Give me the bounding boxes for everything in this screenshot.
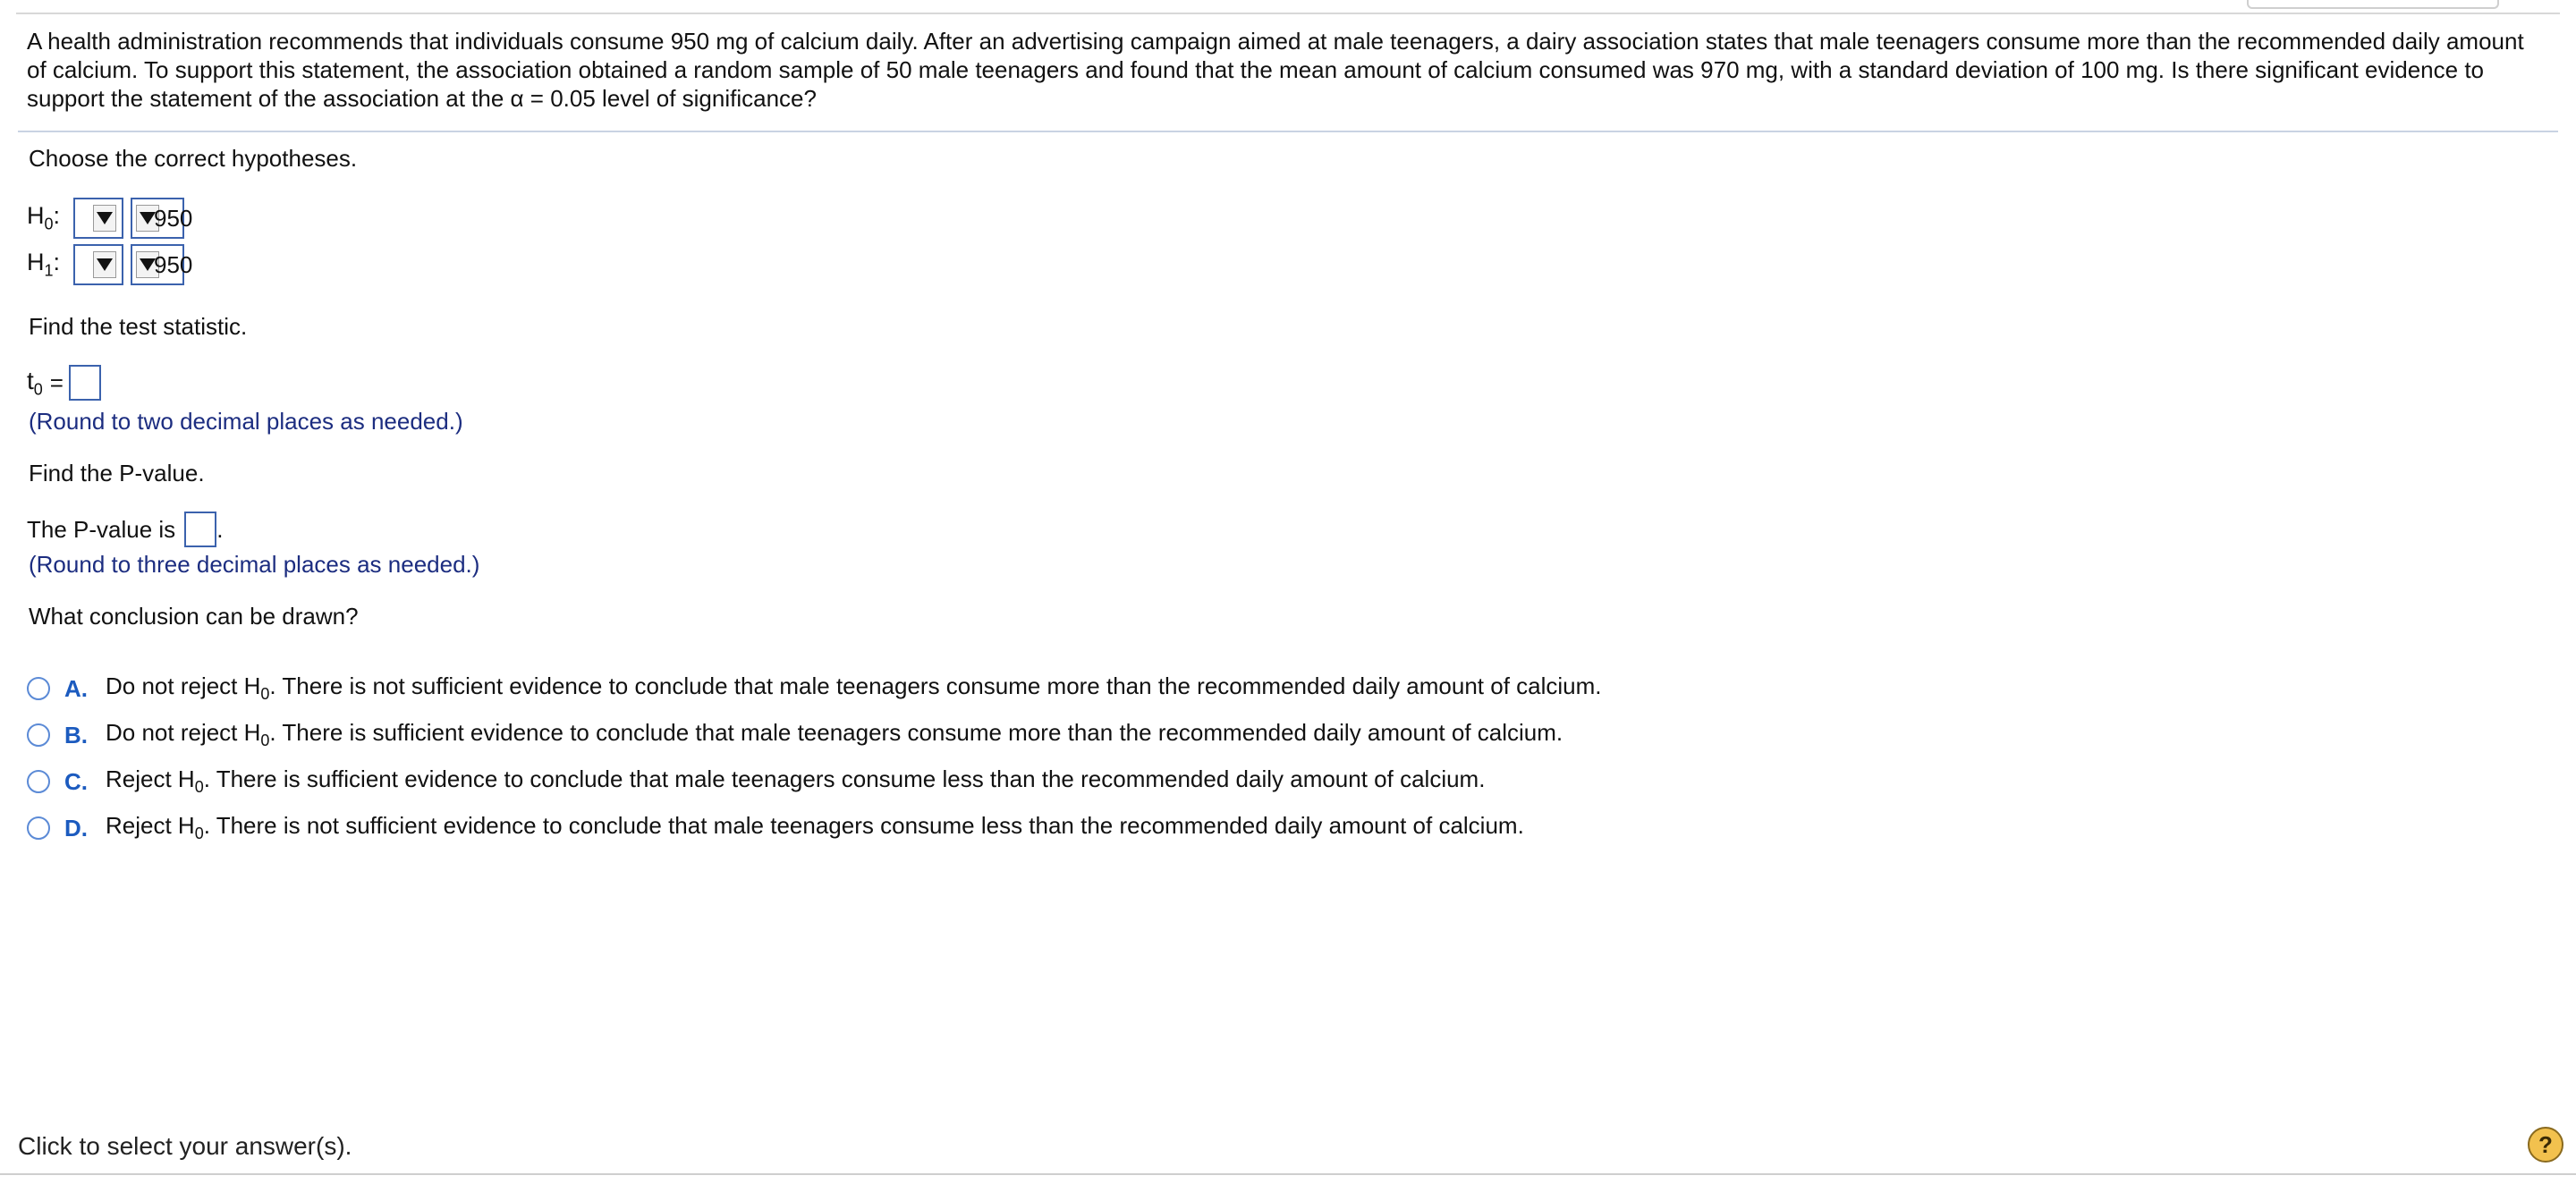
h1-row bbox=[27, 243, 192, 286]
conclusion-choices bbox=[27, 665, 1602, 851]
equals-sign: = bbox=[49, 368, 64, 396]
radio-b[interactable] bbox=[27, 723, 50, 747]
hypotheses-prompt: Choose the correct hypotheses. bbox=[29, 145, 358, 172]
choice-text: Reject $H_0$. There is sufficient evidence to conclude that male teenagers consume less than the recommended daily amount of calcium. bbox=[106, 765, 1486, 797]
footer-instruction: Click to select your answer(s). bbox=[18, 1132, 352, 1160]
question-divider bbox=[18, 131, 2558, 132]
test-statistic-hint: (Round to two decimal places as needed.) bbox=[29, 408, 463, 435]
t0-symbol: $t_0$ bbox=[27, 366, 43, 399]
test-statistic-prompt: Find the test statistic. bbox=[29, 313, 248, 340]
choice-letter: A. bbox=[64, 674, 88, 702]
p-value-row bbox=[27, 512, 223, 547]
conclusion-prompt: What conclusion can be drawn? bbox=[29, 603, 359, 630]
choice-a[interactable] bbox=[27, 665, 1602, 712]
p-value-period: . bbox=[216, 515, 224, 543]
h0-value: 950 bbox=[154, 204, 193, 232]
choice-text: Do not reject $H_0$. There is not sufficient evidence to conclude that male teenagers consume more than the recommended daily amount of calcium. bbox=[106, 672, 1602, 704]
h0-row bbox=[27, 197, 192, 240]
test-statistic-input[interactable] bbox=[69, 365, 101, 401]
radio-d[interactable] bbox=[27, 816, 50, 840]
h0-label: $H_0$: bbox=[27, 202, 61, 233]
choice-letter: C. bbox=[64, 767, 88, 795]
top-tab bbox=[2247, 0, 2499, 9]
choice-letter: B. bbox=[64, 721, 88, 748]
choice-letter: D. bbox=[64, 814, 88, 841]
p-value-hint: (Round to three decimal places as needed.) bbox=[29, 551, 480, 578]
h1-label: $H_1$: bbox=[27, 249, 61, 280]
radio-c[interactable] bbox=[27, 770, 50, 793]
p-value-text: The P-value is bbox=[27, 515, 176, 543]
p-value-prompt: Find the P-value. bbox=[29, 460, 205, 486]
chevron-down-icon bbox=[93, 205, 116, 232]
choice-c[interactable] bbox=[27, 758, 1602, 805]
question-text: A health administration recommends that individuals consume 950 mg of calcium daily. After an advertising campaign aimed at male teenagers, a dairy association states that male teenagers consume more than the recommended daily amount of calcium. To support this statement, the association obtained a random sample of 50 male teenagers and found that the mean amount of calcium consumed was 970 mg, with a standard deviation of 100 mg. Is there significant evidence to support the statement of the association at the α = 0.05 level of significance? bbox=[27, 28, 2524, 112]
choice-b[interactable] bbox=[27, 712, 1602, 758]
h1-value: 950 bbox=[154, 250, 193, 278]
choice-text: Do not reject $H_0$. There is sufficient evidence to conclude that male teenagers consume more than the recommended daily amount of calcium. bbox=[106, 719, 1563, 750]
bottom-divider bbox=[0, 1173, 2576, 1175]
choice-d[interactable] bbox=[27, 805, 1602, 851]
choice-text: Reject $H_0$. There is not sufficient evidence to conclude that male teenagers consume less than the recommended daily amount of calcium. bbox=[106, 812, 1524, 843]
chevron-down-icon bbox=[93, 251, 116, 278]
test-statistic-row bbox=[27, 365, 101, 401]
p-value-input[interactable] bbox=[184, 512, 216, 547]
radio-a[interactable] bbox=[27, 677, 50, 700]
top-divider bbox=[16, 13, 2560, 14]
h0-parameter-dropdown[interactable] bbox=[73, 198, 123, 239]
help-icon[interactable]: ? bbox=[2528, 1127, 2563, 1163]
h1-parameter-dropdown[interactable] bbox=[73, 244, 123, 285]
